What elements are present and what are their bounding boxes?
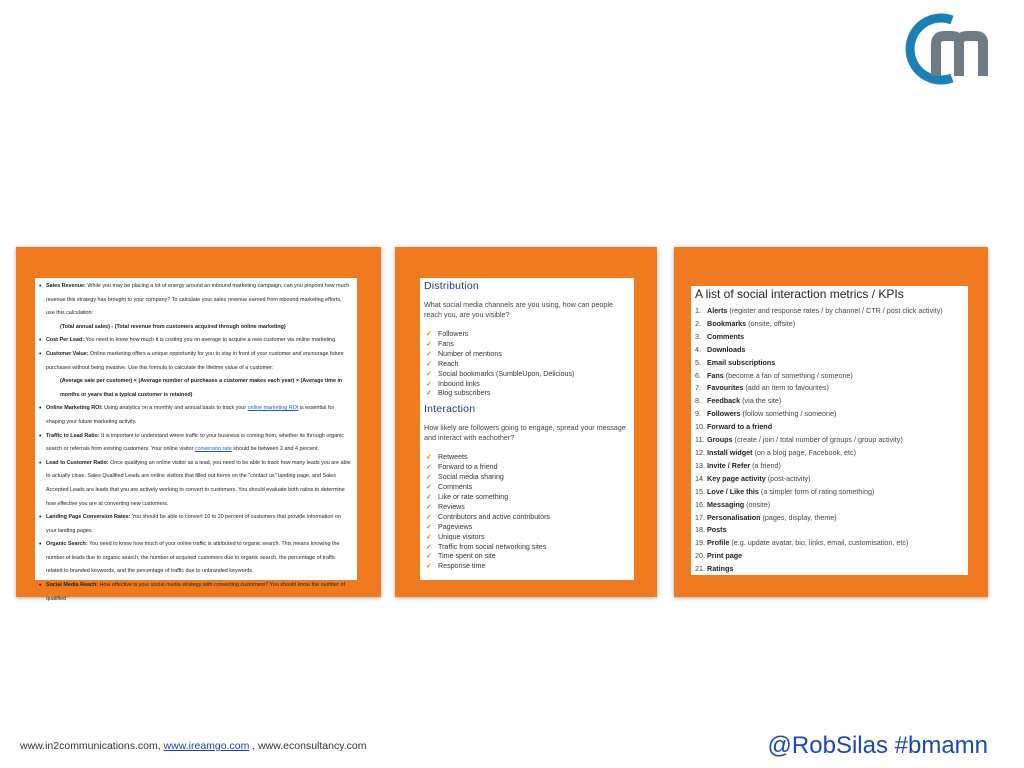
metric-number: 11. [695, 435, 705, 445]
metric-item [695, 370, 964, 383]
kpi-definitions-panel [35, 278, 357, 602]
kpi-description: Once qualifying an online visitor as a lead, you need to be able to track how many leads you are able to actually close. Sales Qualified Leads are online visitors that filled out forms on the "contact us" landing page, and Sales Accepted Leads are leads that you are actively working to convert to customers. You should evaluate both ratios to determine how effective you are at converting new customers. [46, 459, 351, 507]
metric-number: 21. [695, 564, 705, 574]
metric-detail: (become a fan of something / someone) [723, 370, 853, 380]
kpi-description-end: should be between 2 and 4 percent. [233, 446, 319, 453]
social-metrics-card [674, 247, 988, 597]
metric-name: Comments [707, 331, 745, 341]
metric-detail: (follow something / someone) [740, 409, 837, 419]
metric-number: 15. [695, 486, 705, 496]
kpi-description: Online marketing offers a unique opportunity for you to stay in front of your customer and encourage future purchases without being invasive. Use this formula to calculate the lifetime value of a customer: [46, 350, 344, 371]
interaction-question: How likely are followers going to engage, spread your message and interact with eachother? [424, 423, 626, 443]
interaction-item: ✓ Time spent on site [424, 552, 630, 562]
distribution-item: ✓ Blog subscribers [424, 389, 630, 399]
kpi-formula: (Total annual sales) - (Total revenue from customers acquired through online marketing) [60, 323, 286, 330]
metric-number: 17. [695, 512, 705, 522]
interaction-item: ✓ Forward to a friend [424, 463, 630, 473]
metric-name: Downloads [707, 344, 746, 354]
metric-name: Groups [707, 435, 733, 445]
metric-detail: (add an item to favourites) [743, 383, 829, 393]
metric-item [695, 563, 964, 576]
metric-item [695, 447, 964, 460]
kpi-term: Cost Per Lead: [46, 337, 85, 344]
metric-name: Alerts [707, 306, 728, 315]
metric-detail: (on a blog page, Facebook, etc) [752, 447, 857, 457]
kpi-definitions-list [39, 280, 351, 606]
kpi-definition-item [46, 538, 351, 579]
interaction-item: ✓ Retweets [424, 453, 630, 463]
metric-detail: (create / join / total number of groups / group activity) [732, 435, 903, 445]
company-logo [912, 16, 996, 82]
distribution-item: ✓ Fans [424, 340, 630, 350]
source-text-a: www.in2communications.com, [20, 740, 161, 752]
interaction-item: ✓ Pageviews [424, 523, 630, 533]
kpi-description: You need to know how much it is costing you on average to acquire a new customer via online marketing. [85, 337, 337, 344]
metric-name: Ratings [707, 564, 734, 574]
metric-detail: (a simpler form of rating something) [758, 486, 875, 496]
metric-item [695, 421, 964, 434]
kpi-link[interactable]: conversion rate [194, 446, 232, 453]
kpi-definition-item [46, 280, 351, 334]
kpi-term: Sales Revenue: [46, 283, 86, 289]
kpi-term: Landing Page Conversion Rates: [46, 514, 131, 521]
distribution-interaction-panel [420, 278, 634, 580]
kpi-description-end: is essential for shaping your future marketing activity. [46, 405, 335, 425]
metric-item [695, 524, 964, 537]
metric-item [695, 408, 964, 421]
metric-name: Personalisation [707, 512, 761, 522]
metric-name: Print page [707, 551, 743, 561]
social-metrics-panel [691, 286, 968, 575]
metric-name: Fans [707, 370, 724, 380]
metric-item [695, 395, 964, 408]
source-link[interactable]: www.ireamgo.com [163, 740, 250, 752]
metric-detail: (via the site) [740, 396, 782, 406]
kpi-link[interactable]: online marketing ROI [247, 405, 299, 412]
metric-name: Followers [707, 409, 741, 419]
metric-item [695, 344, 964, 357]
kpi-term: Customer Value: [46, 350, 89, 357]
metric-item [695, 305, 964, 318]
distribution-item: ✓ Number of mentions [424, 350, 630, 360]
m-logo-icon [912, 16, 996, 82]
kpi-description: You need to know how much of your online traffic is attributed to organic search. This means knowing the number of leads due to organic search, the number of acquired customers due to organic search, the percentage of traffic related to branded keywords, and the percentage of traffic due to unbranded keywords. [46, 541, 340, 575]
twitter-handle: @RobSilas #bmamn [767, 732, 988, 759]
metric-name: Messaging [707, 499, 745, 509]
metric-number: 8. [695, 396, 701, 406]
metric-detail: (onsite, offsite) [746, 318, 796, 328]
metric-item [695, 331, 964, 344]
distribution-item: ✓ Social bookmarks (SumbleUpon, Delicious) [424, 370, 630, 380]
kpi-definition-item [46, 579, 351, 606]
metric-detail: (post-activity) [765, 473, 811, 483]
metric-name: Posts [707, 525, 727, 535]
metric-number: 1. [695, 306, 701, 315]
interaction-item: ✓ Reviews [424, 503, 630, 513]
kpi-definition-item [46, 457, 351, 511]
metric-detail: (register and response rates / by channel / CTR / post click activity) [727, 306, 943, 315]
metric-detail: (a friend) [750, 460, 781, 470]
metric-number: 20. [695, 551, 705, 561]
kpi-definition-item [46, 511, 351, 538]
metric-item [695, 357, 964, 370]
kpi-definition-item [46, 430, 351, 457]
metric-item [695, 473, 964, 486]
interaction-item: ✓ Social media sharing [424, 473, 630, 483]
kpi-description: How effective is your social media strategy with converting customers? You should know the number of qualified [46, 582, 345, 602]
interaction-item: ✓ Contributors and active contributors [424, 513, 630, 523]
kpi-definition-item [46, 348, 351, 402]
distribution-item: ✓ Followers [424, 330, 630, 340]
metric-detail: (e.g. update avatar, bio, links, email, customisation, etc) [729, 538, 909, 548]
distribution-item: ✓ Reach [424, 360, 630, 370]
metric-number: 9. [695, 409, 701, 419]
interaction-item: ✓ Comments [424, 483, 630, 493]
kpi-description: It is important to understand where traffic to your business is coming from, whether its through organic search or referrals from existing customers. Your online visitor [46, 432, 345, 453]
kpi-description: You should be able to convert 10 to 20 percent of customers that provide information on your landing pages. [46, 514, 341, 534]
metric-number: 4. [695, 344, 701, 354]
distribution-heading: Distribution [424, 280, 479, 292]
social-metrics-list [695, 305, 964, 576]
interaction-item: ✓ Unique visitors [424, 533, 630, 543]
kpi-term: Social Media Reach: [46, 582, 99, 589]
distribution-question: What social media channels are you using, how can people reach you, are you visible? [424, 300, 613, 319]
distribution-list [424, 330, 630, 399]
metric-name: Favourites [707, 383, 744, 393]
kpi-description: Using analytics on a monthly and annual basis to track your [104, 405, 247, 412]
metric-number: 19. [695, 538, 705, 548]
metric-name: Forward to a friend [707, 422, 773, 432]
source-text-b: , www.econsultancy.com [252, 740, 367, 752]
metric-detail: (pages, display, theme) [760, 512, 837, 522]
metric-number: 18. [695, 525, 705, 535]
metric-number: 2. [695, 318, 701, 328]
kpi-term: Organic Search: [46, 541, 88, 548]
metric-item [695, 512, 964, 525]
sources-footer [20, 740, 366, 752]
metric-number: 14. [695, 473, 705, 483]
metric-item [695, 434, 964, 447]
kpi-term: Lead to Customer Ratio: [46, 459, 109, 466]
distribution-item: ✓ Inbound links [424, 380, 630, 390]
metric-item [695, 382, 964, 395]
kpi-definition-item [46, 334, 351, 348]
metric-name: Invite / Refer [707, 460, 751, 470]
metric-item [695, 537, 964, 550]
metric-number: 3. [695, 331, 701, 341]
metric-detail: (onsite) [744, 499, 771, 509]
metric-item [695, 460, 964, 473]
metric-item [695, 318, 964, 331]
kpi-term: Online Marketing ROI: [46, 405, 103, 412]
metric-name: Feedback [707, 396, 741, 406]
kpi-definitions-card [16, 247, 381, 602]
metric-number: 13. [695, 460, 705, 470]
metric-number: 5. [695, 357, 701, 367]
interaction-item: ✓ Response time [424, 562, 630, 572]
interaction-item: ✓ Like or rate something [424, 493, 630, 503]
kpi-definition-item [46, 402, 351, 429]
interaction-item: ✓ Traffic from social networking sites [424, 543, 630, 553]
metric-number: 16. [695, 499, 705, 509]
metric-name: Love / Like this [707, 486, 759, 496]
metric-name: Bookmarks [707, 318, 747, 328]
metric-name: Key page activity [707, 473, 766, 483]
metric-name: Email subscriptions [707, 357, 776, 367]
metric-name: Install widget [707, 447, 753, 457]
metric-item [695, 550, 964, 563]
kpi-term: Traffic to Lead Ratio: [46, 432, 100, 439]
metric-name: Profile [707, 538, 730, 548]
kpi-description: While you may be placing a lot of energy around an inbound marketing campaign, can you pinpoint how much revenue this strategy has brought to your company? To calculate your sales revenue earned from inbound marketing efforts, use this calculation: [46, 283, 350, 317]
metric-number: 6. [695, 370, 701, 380]
metric-number: 12. [695, 447, 705, 457]
distribution-interaction-card [395, 247, 657, 597]
metric-item [695, 499, 964, 512]
interaction-list [424, 453, 630, 572]
kpi-formula: (Average sale per customer) × (Average number of purchases a customer makes each year) × (Average time in months or years that a typical customer is retained) [60, 378, 343, 398]
interaction-heading: Interaction [424, 403, 476, 416]
metric-number: 7. [695, 383, 701, 393]
metric-number: 10. [695, 422, 705, 432]
metric-item [695, 486, 964, 499]
social-metrics-title: A list of social interaction metrics / KPIs [695, 287, 904, 301]
